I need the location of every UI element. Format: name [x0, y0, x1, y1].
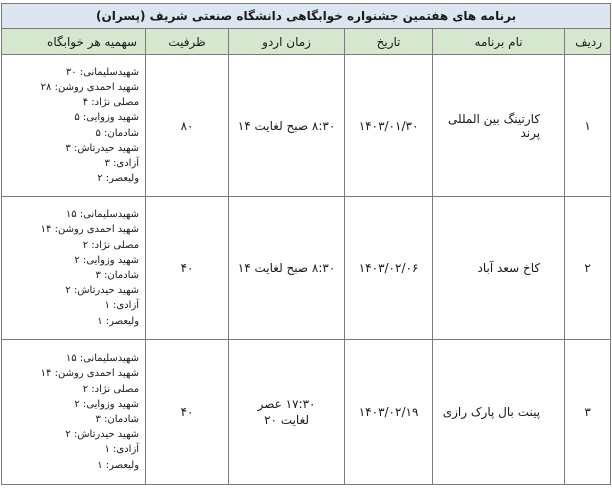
row-number: ۲ [565, 197, 611, 340]
program-name: کاخ سعد آباد [433, 197, 565, 340]
program-date: ۱۴۰۳/۰۱/۳۰ [345, 55, 433, 197]
quota-item: مصلی نژاد: ۲ [82, 239, 140, 251]
dorm-quota-list [2, 340, 146, 485]
program-capacity: ۸۰ [146, 55, 229, 197]
header-date: تاریخ [345, 29, 433, 55]
quota-item: آزادی: ۳ [104, 157, 140, 169]
quota-item: شادمان: ۵ [95, 127, 140, 139]
dorm-quota-list [2, 55, 146, 197]
time-line: ۸:۳۰ صبح لغایت ۱۴ [237, 261, 336, 275]
program-time [229, 55, 345, 197]
quota-item: مصلی نژاد: ۴ [82, 97, 140, 109]
header-program-name: نام برنامه [433, 29, 565, 55]
quota-item: شهیدسلیمانی: ۳۰ [65, 66, 140, 78]
table-row [2, 340, 611, 485]
header-row-number: ردیف [565, 29, 611, 55]
program-date: ۱۴۰۳/۰۲/۰۶ [345, 197, 433, 340]
quota-item: شهید وزوایی: ۵ [74, 112, 140, 124]
quota-item: ولیعصر: ۱ [97, 459, 140, 471]
program-time [229, 340, 345, 485]
quota-item: مصلی نژاد: ۲ [82, 383, 140, 395]
quota-item: شهید وزوایی: ۲ [74, 254, 140, 266]
quota-item: شهیدسلیمانی: ۱۵ [65, 209, 140, 221]
row-number: ۱ [565, 55, 611, 197]
quota-item: شهید احمدی روشن: ۱۴ [40, 224, 140, 236]
program-capacity: ۴۰ [146, 197, 229, 340]
table-row [2, 55, 611, 197]
quota-item: شهید وزوایی: ۲ [74, 398, 140, 410]
program-capacity: ۴۰ [146, 340, 229, 485]
quota-item: شهیدسلیمانی: ۱۵ [65, 353, 140, 365]
header-capacity: ظرفیت [146, 29, 229, 55]
table-title: برنامه های هفتمین جشنواره خوابگاهی دانشگاه صنعتی شریف (پسران) [2, 4, 611, 29]
dorm-quota-list [2, 197, 146, 340]
quota-item: شهید احمدی روشن: ۲۸ [40, 81, 140, 93]
quota-item: شهید حیدرتاش: ۲ [65, 429, 140, 441]
quota-item: شهید حیدرتاش: ۳ [65, 142, 140, 154]
time-line: ۸:۳۰ صبح لغایت ۱۴ [237, 118, 336, 133]
time-line: لغایت ۲۰ [264, 413, 310, 427]
schedule-table [1, 3, 611, 485]
quota-item: ولیعصر: ۱ [97, 315, 140, 327]
schedule-table-wrapper [1, 3, 610, 485]
header-row [2, 29, 611, 55]
table-row [2, 197, 611, 340]
program-date: ۱۴۰۳/۰۲/۱۹ [345, 340, 433, 485]
quota-item: شهید احمدی روشن: ۱۴ [40, 368, 140, 380]
quota-item: شهید حیدرتاش: ۲ [65, 285, 140, 297]
header-time: زمان اردو [229, 29, 345, 55]
quota-item: آزادی: ۱ [104, 300, 140, 312]
program-name: کارتینگ بین المللی پرند [433, 55, 565, 197]
quota-item: ولیعصر: ۲ [97, 173, 140, 185]
program-time [229, 197, 345, 340]
row-number: ۳ [565, 340, 611, 485]
time-line: ۱۷:۳۰ عصر [257, 397, 316, 411]
program-name: پینت بال پارک رازی [433, 340, 565, 485]
quota-item: شادمان: ۳ [95, 414, 140, 425]
quota-item: شادمان: ۳ [95, 270, 140, 281]
header-dorm-quota: سهمیه هر خوابگاه [2, 29, 146, 55]
quota-item: آزادی: ۱ [104, 444, 140, 456]
